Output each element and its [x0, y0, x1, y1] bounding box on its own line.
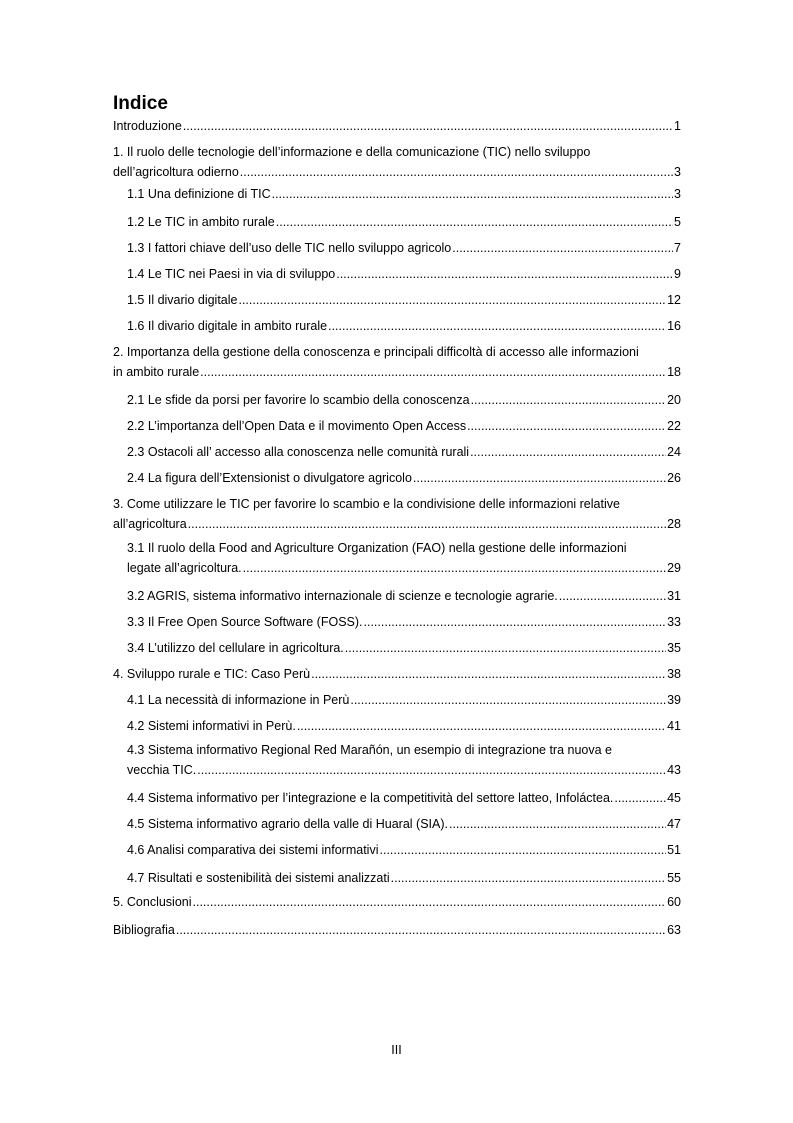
toc-entry[interactable] — [127, 416, 681, 436]
dot-leader — [240, 162, 673, 182]
toc-entry[interactable] — [113, 664, 681, 684]
toc-entry[interactable] — [113, 362, 681, 382]
toc-entry[interactable] — [127, 442, 681, 462]
toc-entry[interactable] — [127, 212, 681, 232]
toc-entry-text: 1.4 Le TIC nei Paesi in via di sviluppo — [127, 267, 336, 281]
dot-leader — [391, 868, 666, 888]
toc-page-number: 1 — [674, 119, 681, 133]
toc-page-number: 18 — [667, 365, 681, 379]
toc-entry-text: legate all’agricoltura. — [127, 561, 242, 575]
toc-entry-text: 1.6 Il divario digitale in ambito rurale — [127, 319, 328, 333]
dot-leader — [183, 116, 673, 136]
toc-entry-text: 2.2 L’importanza dell’Open Data e il movimento Open Access — [127, 419, 467, 433]
toc-entry[interactable] — [113, 892, 681, 912]
dot-leader — [336, 264, 673, 284]
dot-leader — [470, 442, 666, 462]
toc-page-number: 33 — [667, 615, 681, 629]
toc-page-number: 29 — [667, 561, 681, 575]
toc-entry[interactable] — [127, 184, 681, 204]
toc-entry[interactable] — [127, 638, 681, 658]
toc-page-number: 5 — [674, 215, 681, 229]
toc-entry[interactable] — [113, 514, 681, 534]
dot-leader — [471, 390, 667, 410]
dot-leader — [559, 586, 666, 606]
toc-entry-text: 3.1 Il ruolo della Food and Agriculture Organization (FAO) nella gestione delle informazioni — [127, 541, 627, 555]
dot-leader — [243, 558, 666, 578]
toc-entry-text: 3. Come utilizzare le TIC per favorire lo scambio e la condivisione delle informazioni relative — [113, 497, 620, 511]
toc-page-number: 60 — [667, 895, 681, 909]
toc-page-number: 63 — [667, 923, 681, 937]
dot-leader — [188, 514, 666, 534]
dot-leader — [345, 638, 666, 658]
toc-entry-text: Introduzione — [113, 119, 182, 133]
dot-leader — [193, 892, 667, 912]
dot-leader — [272, 184, 673, 204]
toc-entry[interactable] — [127, 868, 681, 888]
dot-leader — [413, 468, 666, 488]
toc-page-number: 55 — [667, 871, 681, 885]
toc-entry-text: 1.5 Il divario digitale — [127, 293, 238, 307]
toc-entry-text: 4.1 La necessità di informazione in Perù — [127, 693, 350, 707]
toc-entry[interactable] — [113, 920, 681, 940]
toc-entry-text: 4. Sviluppo rurale e TIC: Caso Perù — [113, 667, 311, 681]
dot-leader — [200, 362, 666, 382]
dot-leader — [328, 316, 666, 336]
toc-page-number: 7 — [674, 241, 681, 255]
toc-page-number: 51 — [667, 843, 681, 857]
toc-entry-text: vecchia TIC. — [127, 763, 197, 777]
toc-page-number: 22 — [667, 419, 681, 433]
toc-page-number: 16 — [667, 319, 681, 333]
toc-entry[interactable] — [127, 740, 681, 760]
toc-page-number: 3 — [674, 187, 681, 201]
toc-entry[interactable] — [127, 814, 681, 834]
toc-entry-text: 2.3 Ostacoli all’ accesso alla conoscenza nelle comunità rurali — [127, 445, 470, 459]
toc-entry-text: 1.3 I fattori chiave dell’uso delle TIC nello sviluppo agricolo — [127, 241, 452, 255]
dot-leader — [297, 716, 666, 736]
dot-leader — [452, 238, 673, 258]
toc-page-number: 3 — [674, 165, 681, 179]
dot-leader — [238, 290, 666, 310]
toc-page-number: 41 — [667, 719, 681, 733]
toc-page-number: 28 — [667, 517, 681, 531]
toc-entry[interactable] — [127, 238, 681, 258]
toc-page-number: 24 — [667, 445, 681, 459]
toc-entry-text: 4.6 Analisi comparativa dei sistemi informativi — [127, 843, 379, 857]
toc-entry[interactable] — [127, 290, 681, 310]
toc-entry-text: 3.3 Il Free Open Source Software (FOSS). — [127, 615, 363, 629]
toc-page-number: 38 — [667, 667, 681, 681]
toc-page-number: 12 — [667, 293, 681, 307]
toc-entry-text: 4.7 Risultati e sostenibilità dei sistemi analizzati — [127, 871, 390, 885]
dot-leader — [197, 760, 666, 780]
toc-entry[interactable] — [127, 788, 681, 808]
toc-page-number: 9 — [674, 267, 681, 281]
page-number: III — [391, 1043, 402, 1057]
toc-entry[interactable] — [127, 760, 681, 780]
toc-entry-text: 5. Conclusioni — [113, 895, 192, 909]
toc-entry-text: 4.4 Sistema informativo per l’integrazione e la competitività del settore latteo, Infoláctea. — [127, 791, 614, 805]
toc-entry-text: 4.3 Sistema informativo Regional Red Marañón, un esempio di integrazione tra nuova e — [127, 743, 612, 757]
dot-leader — [276, 212, 673, 232]
toc-entry[interactable] — [127, 840, 681, 860]
toc-entry-text: 2.4 La figura dell’Extensionist o divulgatore agricolo — [127, 471, 412, 485]
toc-entry[interactable] — [127, 716, 681, 736]
toc-entry[interactable] — [127, 316, 681, 336]
toc-page-number: 35 — [667, 641, 681, 655]
toc-entry[interactable] — [127, 538, 681, 558]
toc-entry[interactable] — [113, 162, 681, 182]
dot-leader — [614, 788, 666, 808]
dot-leader — [380, 840, 667, 860]
dot-leader — [176, 920, 666, 940]
toc-entry[interactable] — [113, 116, 681, 136]
toc-page-number: 43 — [667, 763, 681, 777]
toc-page-number: 39 — [667, 693, 681, 707]
toc-entry-text: 3.2 AGRIS, sistema informativo internazionale di scienze e tecnologie agrarie. — [127, 589, 558, 603]
toc-entry-text: Bibliografia — [113, 923, 175, 937]
dot-leader — [467, 416, 666, 436]
dot-leader — [311, 664, 666, 684]
toc-entry[interactable] — [127, 586, 681, 606]
toc-page-number: 26 — [667, 471, 681, 485]
dot-leader — [449, 814, 666, 834]
toc-page-number: 20 — [667, 393, 681, 407]
toc-entry-text: 1.2 Le TIC in ambito rurale — [127, 215, 275, 229]
toc-entry-text: in ambito rurale — [113, 365, 200, 379]
toc-entry[interactable] — [127, 264, 681, 284]
toc-entry-text: 4.5 Sistema informativo agrario della valle di Huaral (SIA). — [127, 817, 448, 831]
dot-leader — [364, 612, 667, 632]
toc-entry[interactable] — [127, 468, 681, 488]
toc-entry[interactable] — [113, 142, 681, 162]
toc-entry-text: 2.1 Le sfide da porsi per favorire lo scambio della conoscenza — [127, 393, 470, 407]
toc-entry-text: 1.1 Una definizione di TIC — [127, 187, 271, 201]
toc-entry-text: all’agricoltura — [113, 517, 187, 531]
toc-page-number: 45 — [667, 791, 681, 805]
toc-entry-text: 2. Importanza della gestione della conoscenza e principali difficoltà di accesso alle informazioni — [113, 345, 639, 359]
toc-entry[interactable] — [113, 342, 681, 362]
toc-entry[interactable] — [113, 494, 681, 514]
toc-entry[interactable] — [127, 390, 681, 410]
toc-entry[interactable] — [127, 690, 681, 710]
dot-leader — [350, 690, 666, 710]
toc-entry-text: 1. Il ruolo delle tecnologie dell’informazione e della comunicazione (TIC) nello sviluppo — [113, 145, 591, 159]
toc-entry-text: 3.4 L’utilizzo del cellulare in agricoltura. — [127, 641, 344, 655]
toc-page-number: 31 — [667, 589, 681, 603]
toc-entry[interactable] — [127, 558, 681, 578]
toc-entry-text: 4.2 Sistemi informativi in Perù. — [127, 719, 296, 733]
page-title: Indice — [113, 93, 168, 114]
toc-page-number: 47 — [667, 817, 681, 831]
toc-entry-text: dell’agricoltura odierno — [113, 165, 239, 179]
toc-entry[interactable] — [127, 612, 681, 632]
